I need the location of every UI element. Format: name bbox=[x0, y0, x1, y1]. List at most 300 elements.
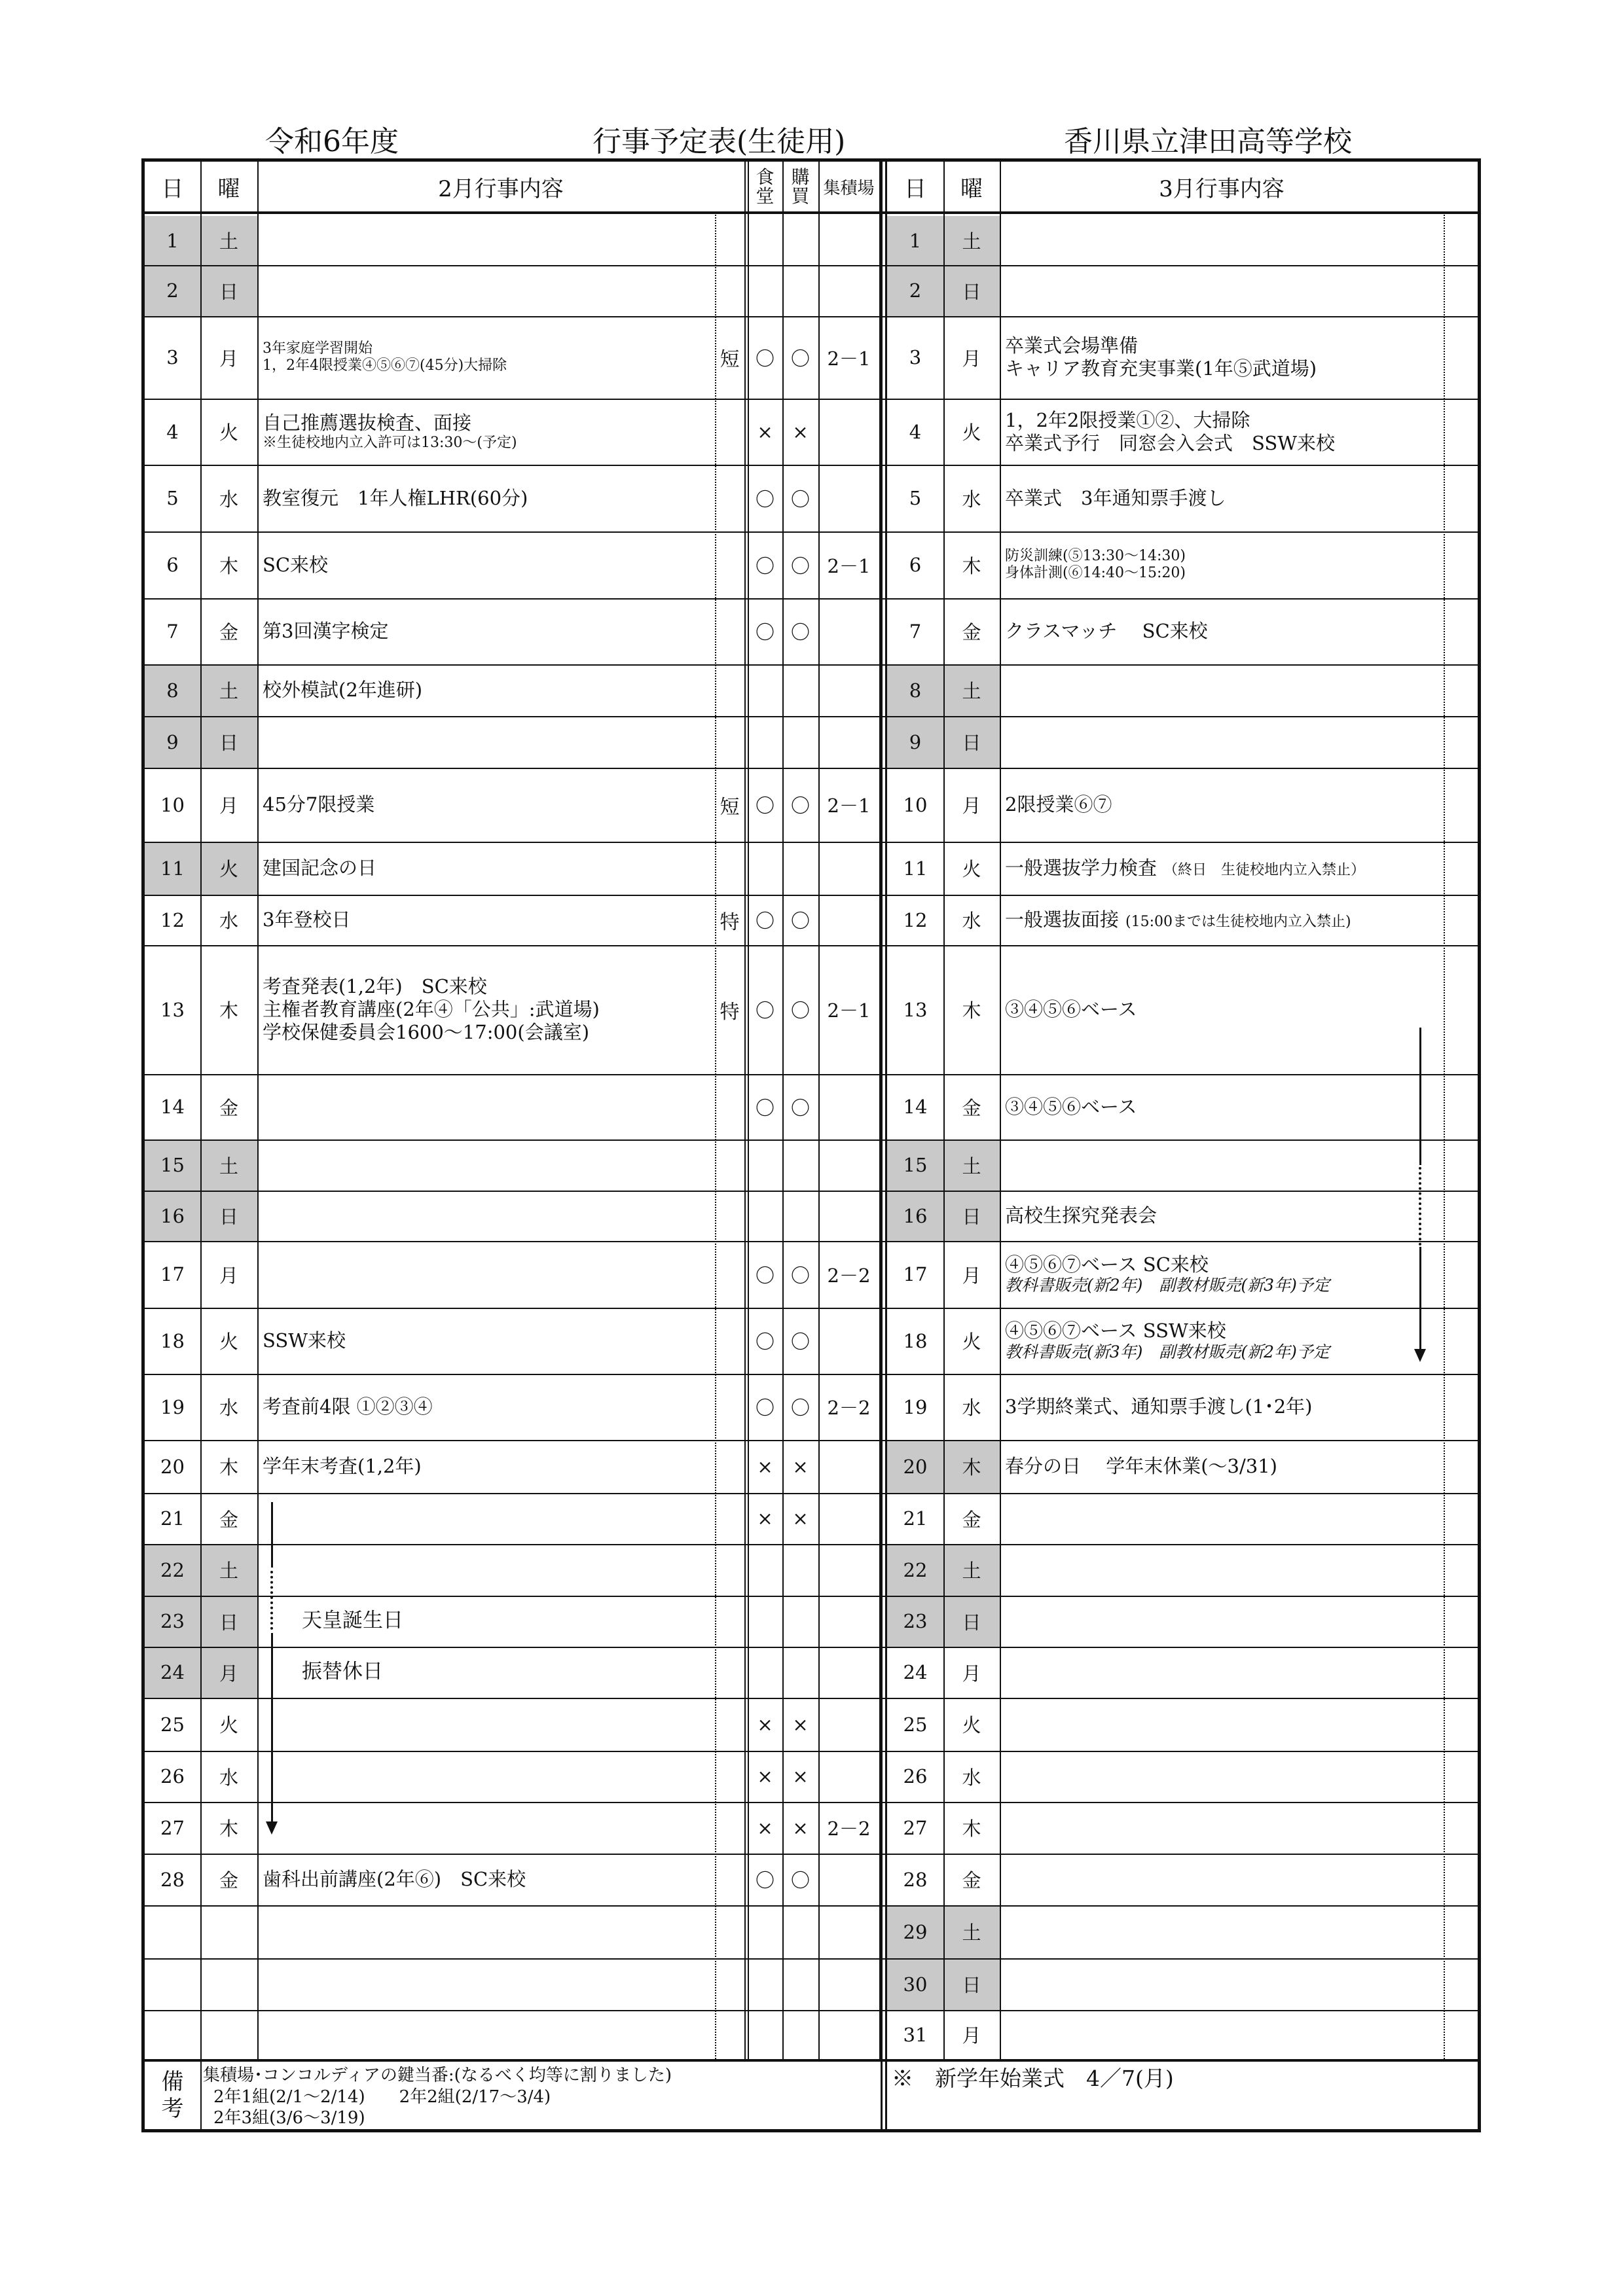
feb-weekday-cell bbox=[200, 1958, 257, 2010]
mar-event-line: 一般選抜学力検査 （終日 生徒校地内立入禁止） bbox=[1005, 857, 1366, 880]
feb-weekday-cell: 土 bbox=[219, 230, 238, 253]
feb-weekday-cell: 土 bbox=[219, 680, 238, 702]
feb-event-cell bbox=[257, 465, 715, 531]
feb-day-cell: 23 bbox=[160, 1610, 185, 1632]
feb-weekday-cell: 月 bbox=[219, 1662, 238, 1685]
collection-cell: 2－1 bbox=[827, 999, 871, 1022]
mar-day-cell: 28 bbox=[903, 1868, 928, 1891]
feb-day-cell: 26 bbox=[160, 1765, 185, 1787]
mar-day-cell: 13 bbox=[903, 998, 928, 1021]
mar-day-cell: 3 bbox=[909, 346, 922, 368]
mar-event-line: 卒業式予行 同窓会入会式 SSW来校 bbox=[1005, 431, 1336, 454]
mar-weekday-cell: 日 bbox=[962, 280, 981, 303]
mar-day-cell: 22 bbox=[903, 1558, 928, 1581]
mar-day-cell: 9 bbox=[909, 730, 922, 753]
cafeteria-cell: × bbox=[757, 1816, 773, 1839]
mar-weekday-cell: 木 bbox=[962, 1456, 981, 1479]
mar-event-cell bbox=[1000, 216, 1444, 265]
feb-weekday-cell: 月 bbox=[219, 347, 238, 370]
remarks-note-line: 2年3組(3/6～3/19) bbox=[213, 2108, 365, 2128]
mar-base-arrow-line bbox=[1419, 1247, 1421, 1352]
column-rule bbox=[744, 162, 746, 2059]
feb-event-cell bbox=[257, 1802, 715, 1854]
cafeteria-header bbox=[748, 162, 782, 211]
feb-event-cell bbox=[257, 265, 715, 316]
column-rule bbox=[818, 162, 820, 2059]
mar-event-line: 教科書販売(新3年) 副教材販売(新2年)予定 bbox=[1005, 1342, 1330, 1361]
mar-event-line: クラスマッチ SC来校 bbox=[1005, 620, 1208, 643]
mar-weekday-cell: 土 bbox=[962, 1560, 981, 1582]
collection-cell: 2－2 bbox=[827, 1818, 871, 1840]
feb-weekday-cell: 月 bbox=[219, 1264, 238, 1287]
mar-event-cell bbox=[1000, 768, 1444, 842]
feb-weekday-cell: 火 bbox=[219, 422, 238, 444]
feb-weekday-cell: 金 bbox=[219, 621, 238, 643]
feb-event-line: 天皇誕生日 bbox=[302, 1609, 403, 1633]
collection-cell: 2－1 bbox=[827, 795, 871, 817]
feb-weekday-cell: 水 bbox=[219, 910, 238, 932]
feb-event-line: 自己推薦選抜検査、面接 bbox=[263, 411, 472, 434]
mar-event-cell bbox=[1000, 2010, 1444, 2059]
mar-weekday-cell: 日 bbox=[962, 732, 981, 754]
mar-event-cell bbox=[1000, 1751, 1444, 1802]
feb-dotted-rule bbox=[715, 211, 716, 2059]
feb-event-cell bbox=[257, 716, 715, 768]
feb-weekday-header: 曜 bbox=[217, 175, 240, 202]
feb-event-cell bbox=[257, 531, 715, 598]
mar-event-cell bbox=[1000, 598, 1444, 664]
shop-cell: × bbox=[792, 1816, 809, 1839]
feb-day-cell: 7 bbox=[166, 620, 179, 643]
mar-weekday-cell: 火 bbox=[962, 1714, 981, 1736]
cafeteria-cell: × bbox=[757, 1455, 773, 1478]
feb-day-cell: 9 bbox=[166, 730, 179, 753]
shop-cell: 〇 bbox=[790, 910, 810, 932]
shop-cell: × bbox=[792, 1455, 809, 1478]
mar-day-cell: 6 bbox=[909, 554, 922, 576]
feb-day-cell: 17 bbox=[160, 1263, 185, 1285]
mar-weekday-cell: 水 bbox=[962, 1766, 981, 1789]
mar-event-cell bbox=[1000, 1905, 1444, 1958]
feb-day-cell: 13 bbox=[160, 998, 185, 1021]
feb-mark-cell: 特 bbox=[720, 910, 740, 934]
feb-event-line: 歯科出前講座(2年⑥) SC来校 bbox=[263, 1868, 526, 1891]
collection-header: 集積場 bbox=[823, 178, 875, 198]
mar-event-cell bbox=[1000, 265, 1444, 316]
mar-event-line: 一般選抜面接 (15:00までは生徒校地内立入禁止) bbox=[1005, 908, 1351, 931]
feb-weekday-cell: 水 bbox=[219, 1766, 238, 1789]
shop-cell: × bbox=[792, 420, 809, 443]
mar-event-cell bbox=[1000, 1241, 1444, 1308]
header-rule bbox=[145, 211, 1478, 214]
mar-day-cell: 8 bbox=[909, 679, 922, 702]
mar-weekday-cell: 月 bbox=[962, 1264, 981, 1287]
mar-day-cell: 4 bbox=[909, 420, 922, 443]
mar-base-arrow-dots bbox=[1419, 1167, 1421, 1246]
mar-event-note: （終日 生徒校地内立入禁止） bbox=[1163, 862, 1366, 879]
cafeteria-cell: 〇 bbox=[755, 999, 775, 1022]
feb-day-cell: 10 bbox=[160, 793, 185, 816]
mar-event-line: 身体計測(⑥14:40～15:20) bbox=[1005, 565, 1186, 581]
mar-weekday-cell: 月 bbox=[962, 1662, 981, 1685]
feb-day-cell: 16 bbox=[160, 1204, 185, 1227]
feb-event-cell bbox=[257, 1074, 715, 1139]
feb-weekday-cell: 日 bbox=[219, 1206, 238, 1228]
feb-day-cell: 28 bbox=[160, 1868, 185, 1891]
mar-day-header: 日 bbox=[904, 175, 926, 202]
mar-day-cell: 23 bbox=[903, 1610, 928, 1632]
feb-weekday-cell: 日 bbox=[219, 280, 238, 303]
remarks-note-line: 2年1組(2/1～2/14) 2年2組(2/17～3/4) bbox=[213, 2087, 551, 2107]
feb-mark-cell: 短 bbox=[720, 795, 740, 819]
mar-weekday-cell: 火 bbox=[962, 1331, 981, 1353]
mar-event-cell bbox=[1000, 1544, 1444, 1596]
mar-event-cell bbox=[1000, 1440, 1444, 1493]
feb-event-line: ※生徒校地内立入許可は13:30～(予定) bbox=[263, 434, 517, 451]
feb-event-cell bbox=[257, 1905, 715, 1958]
mar-event-cell bbox=[1000, 1596, 1444, 1647]
feb-day-cell: 3 bbox=[166, 346, 179, 368]
cafeteria-cell: 〇 bbox=[755, 1869, 775, 1892]
feb-event-cell bbox=[257, 1241, 715, 1308]
mar-day-cell: 29 bbox=[903, 1920, 928, 1943]
feb-day-cell: 12 bbox=[160, 908, 185, 931]
mar-day-cell: 19 bbox=[903, 1395, 928, 1418]
feb-weekday-cell: 火 bbox=[219, 1714, 238, 1736]
feb-event-cell bbox=[257, 1139, 715, 1191]
mar-event-line: ④⑤⑥⑦ベース SC来校 bbox=[1005, 1253, 1209, 1276]
collection-cell: 2－2 bbox=[827, 1264, 871, 1287]
mar-weekday-cell: 金 bbox=[962, 621, 981, 643]
feb-event-line: 考査前4限 ①②③④ bbox=[263, 1395, 433, 1418]
feb-day-cell: 6 bbox=[166, 554, 179, 576]
feb-event-cell bbox=[257, 1374, 715, 1440]
mar-base-arrow-line bbox=[1419, 1028, 1421, 1165]
mar-day-cell: 17 bbox=[903, 1263, 928, 1285]
feb-weekday-cell: 土 bbox=[219, 1560, 238, 1582]
feb-event-line: 建国記念の日 bbox=[263, 857, 377, 880]
feb-weekday-cell: 金 bbox=[219, 1096, 238, 1119]
mar-event-cell bbox=[1000, 945, 1444, 1074]
shop-cell: 〇 bbox=[790, 554, 810, 577]
mar-event-cell bbox=[1000, 1308, 1444, 1374]
column-rule bbox=[200, 2059, 202, 2132]
feb-day-cell: 21 bbox=[160, 1507, 185, 1530]
remarks-label bbox=[145, 2059, 200, 2132]
feb-weekday-cell bbox=[200, 1905, 257, 1958]
feb-event-cell bbox=[257, 1440, 715, 1493]
feb-event-line: 教室復元 1年人権LHR(60分) bbox=[263, 486, 528, 509]
cafeteria-cell: × bbox=[757, 1713, 773, 1736]
mar-day-cell: 16 bbox=[903, 1204, 928, 1227]
feb-weekday-cell: 金 bbox=[219, 1869, 238, 1892]
mar-weekday-cell: 日 bbox=[962, 1611, 981, 1634]
feb-event-line: 振替休日 bbox=[302, 1660, 383, 1684]
mar-weekday-cell: 日 bbox=[962, 1206, 981, 1228]
mar-event-cell bbox=[1000, 316, 1444, 399]
shop-cell: × bbox=[792, 1713, 809, 1736]
feb-event-cell bbox=[257, 2010, 715, 2059]
mar-weekday-cell: 水 bbox=[962, 910, 981, 932]
mar-weekday-cell: 金 bbox=[962, 1096, 981, 1119]
cafeteria-header-char: 堂 bbox=[756, 185, 775, 207]
mar-event-cell bbox=[1000, 842, 1444, 895]
mar-day-cell: 1 bbox=[909, 229, 922, 252]
mar-day-cell: 26 bbox=[903, 1765, 928, 1787]
feb-event-cell bbox=[257, 1647, 715, 1698]
mar-weekday-cell: 月 bbox=[962, 795, 981, 817]
mar-event-cell bbox=[1000, 895, 1444, 945]
feb-event-cell bbox=[257, 664, 715, 716]
feb-day-cell: 4 bbox=[166, 420, 179, 443]
mar-event-cell bbox=[1000, 1139, 1444, 1191]
era-title: 令和6年度 bbox=[265, 125, 399, 158]
mar-event-line: 3学期終業式、通知票手渡し(1･2年) bbox=[1005, 1395, 1313, 1418]
feb-event-cell bbox=[257, 1698, 715, 1751]
feb-day-cell: 11 bbox=[160, 857, 185, 880]
mar-day-cell: 7 bbox=[909, 620, 922, 643]
feb-weekday-cell: 木 bbox=[219, 1456, 238, 1479]
feb-event-cell bbox=[257, 399, 715, 465]
remarks-note-line: 集積場･コンコルディアの鍵当番:(なるべく均等に割りました) bbox=[203, 2066, 672, 2085]
document-title: 行事予定表(生徒用) bbox=[593, 125, 846, 158]
feb-weekday-cell: 日 bbox=[219, 732, 238, 754]
mar-event-line: 卒業式 3年通知票手渡し bbox=[1005, 486, 1226, 509]
feb-weekday-cell: 水 bbox=[219, 1397, 238, 1419]
feb-day-cell: 24 bbox=[160, 1661, 185, 1683]
feb-mark-cell: 特 bbox=[720, 1000, 740, 1024]
mar-weekday-cell: 日 bbox=[962, 1974, 981, 1996]
feb-event-cell bbox=[257, 1544, 715, 1596]
feb-event-line: 1，2年4限授業④⑤⑥⑦(45分)大掃除 bbox=[263, 357, 507, 374]
cafeteria-cell: 〇 bbox=[755, 1397, 775, 1419]
mar-event-line: 卒業式会場準備 bbox=[1005, 334, 1139, 357]
feb-event-line: 考査発表(1,2年) SC来校 bbox=[263, 975, 487, 998]
shop-cell: 〇 bbox=[790, 1264, 810, 1287]
cafeteria-cell: × bbox=[757, 1507, 773, 1530]
mar-event-line: 高校生探究発表会 bbox=[1005, 1204, 1158, 1227]
feb-weekday-cell: 月 bbox=[219, 795, 238, 817]
shop-cell: 〇 bbox=[790, 1096, 810, 1119]
mar-base-arrow-head bbox=[1414, 1349, 1426, 1362]
mar-event-cell bbox=[1000, 531, 1444, 598]
feb-exam-arrow-head bbox=[266, 1821, 278, 1835]
feb-day-cell: 18 bbox=[160, 1329, 185, 1352]
mar-event-cell bbox=[1000, 1854, 1444, 1905]
feb-event-cell bbox=[257, 768, 715, 842]
shop-cell: 〇 bbox=[790, 1869, 810, 1892]
feb-weekday-cell: 木 bbox=[219, 554, 238, 577]
remarks-label-char: 考 bbox=[161, 2096, 184, 2122]
mar-day-cell: 20 bbox=[903, 1455, 928, 1478]
mar-weekday-cell: 金 bbox=[962, 1508, 981, 1531]
feb-event-cell bbox=[257, 316, 715, 399]
mar-day-cell: 2 bbox=[909, 279, 922, 302]
mar-weekday-cell: 土 bbox=[962, 680, 981, 702]
mar-day-cell: 15 bbox=[903, 1154, 928, 1176]
mar-weekday-cell: 水 bbox=[962, 1397, 981, 1419]
shop-cell: 〇 bbox=[790, 347, 810, 370]
feb-day-cell: 8 bbox=[166, 679, 179, 702]
feb-weekday-cell: 火 bbox=[219, 1331, 238, 1353]
feb-event-line: 3年家庭学習開始 bbox=[263, 340, 373, 357]
remarks-label-char: 備 bbox=[161, 2069, 184, 2096]
feb-weekday-cell: 木 bbox=[219, 999, 238, 1022]
mar-event-cell bbox=[1000, 465, 1444, 531]
feb-event-cell bbox=[257, 945, 715, 1074]
cafeteria-cell: 〇 bbox=[755, 621, 775, 643]
cafeteria-cell: 〇 bbox=[755, 795, 775, 817]
mar-weekday-cell: 木 bbox=[962, 999, 981, 1022]
mar-day-cell: 11 bbox=[903, 857, 928, 880]
mar-weekday-header: 曜 bbox=[960, 175, 983, 202]
mar-event-cell bbox=[1000, 1074, 1444, 1139]
feb-event-cell bbox=[257, 895, 715, 945]
mar-event-line: 1，2年2限授業①②、大掃除 bbox=[1005, 408, 1250, 431]
cafeteria-cell: 〇 bbox=[755, 1331, 775, 1353]
feb-day-cell: 2 bbox=[166, 279, 179, 302]
column-rule bbox=[1478, 162, 1479, 2059]
shop-cell: × bbox=[792, 1507, 809, 1530]
mar-weekday-cell: 土 bbox=[962, 1922, 981, 1944]
mar-day-cell: 24 bbox=[903, 1661, 928, 1683]
mar-event-line: 防災訓練(⑤13:30～14:30) bbox=[1005, 547, 1186, 564]
cafeteria-cell: × bbox=[757, 1765, 773, 1787]
feb-event-line: 第3回漢字検定 bbox=[263, 620, 389, 643]
shop-cell: 〇 bbox=[790, 1331, 810, 1353]
mar-event-cell bbox=[1000, 1802, 1444, 1854]
feb-weekday-cell: 日 bbox=[219, 1611, 238, 1634]
feb-day-cell: 25 bbox=[160, 1713, 185, 1736]
mar-event-cell bbox=[1000, 716, 1444, 768]
mar-event-line: 教科書販売(新2年) 副教材販売(新3年)予定 bbox=[1005, 1276, 1330, 1295]
feb-event-line: SC来校 bbox=[263, 553, 329, 576]
feb-event-cell bbox=[257, 1854, 715, 1905]
mar-event-cell bbox=[1000, 1647, 1444, 1698]
feb-weekday-cell: 土 bbox=[219, 1155, 238, 1177]
mar-day-cell: 21 bbox=[903, 1507, 928, 1530]
feb-event-cell bbox=[257, 1958, 715, 2010]
feb-exam-arrow-dots bbox=[270, 1571, 273, 1630]
mar-event-line: ④⑤⑥⑦ベース SSW来校 bbox=[1005, 1319, 1226, 1342]
mar-day-cell: 14 bbox=[903, 1096, 928, 1118]
shop-cell: 〇 bbox=[790, 488, 810, 511]
mar-event-cell bbox=[1000, 1958, 1444, 2010]
mar-weekday-cell: 土 bbox=[962, 230, 981, 253]
feb-weekday-cell: 金 bbox=[219, 1508, 238, 1531]
feb-events-header: 2月行事内容 bbox=[438, 175, 564, 202]
cafeteria-header-char: 食 bbox=[756, 166, 775, 188]
feb-event-cell bbox=[257, 842, 715, 895]
mar-weekday-cell: 水 bbox=[962, 488, 981, 511]
feb-weekday-cell: 水 bbox=[219, 488, 238, 511]
mar-day-cell: 10 bbox=[903, 793, 928, 816]
mar-weekday-cell: 土 bbox=[962, 1155, 981, 1177]
mar-day-cell: 30 bbox=[903, 1973, 928, 1996]
mar-event-line: ③④⑤⑥ベース bbox=[1005, 1095, 1137, 1118]
mar-day-cell: 5 bbox=[909, 487, 922, 509]
feb-event-line: 3年登校日 bbox=[263, 908, 351, 931]
feb-day-cell: 14 bbox=[160, 1096, 185, 1118]
feb-event-cell bbox=[257, 216, 715, 265]
mar-weekday-cell: 火 bbox=[962, 422, 981, 444]
mar-day-cell: 12 bbox=[903, 908, 928, 931]
shop-cell: 〇 bbox=[790, 1397, 810, 1419]
mar-event-line: 2限授業⑥⑦ bbox=[1005, 793, 1112, 816]
feb-event-line: 学年末考査(1,2年) bbox=[263, 1455, 422, 1478]
feb-weekday-cell bbox=[200, 2010, 257, 2059]
collection-cell: 2－1 bbox=[827, 554, 871, 577]
feb-exam-arrow-line bbox=[271, 1633, 273, 1824]
mar-event-cell bbox=[1000, 1374, 1444, 1440]
feb-event-cell bbox=[257, 1308, 715, 1374]
month-separator bbox=[881, 162, 883, 2132]
cafeteria-cell: 〇 bbox=[755, 1096, 775, 1119]
feb-day-cell: 20 bbox=[160, 1455, 185, 1478]
shop-header-char: 買 bbox=[791, 185, 810, 207]
feb-day-cell: 1 bbox=[166, 229, 179, 252]
shop-cell: 〇 bbox=[790, 621, 810, 643]
mar-weekday-cell: 木 bbox=[962, 1818, 981, 1840]
mar-dotted-rule bbox=[1444, 211, 1445, 2059]
shop-cell: × bbox=[792, 1765, 809, 1787]
mar-weekday-cell: 月 bbox=[962, 2024, 981, 2047]
mar-weekday-cell: 木 bbox=[962, 554, 981, 577]
feb-event-cell bbox=[257, 1191, 715, 1241]
collection-cell: 2－1 bbox=[827, 347, 871, 370]
school-name: 香川県立津田高等学校 bbox=[1064, 125, 1352, 158]
feb-exam-arrow-line bbox=[271, 1502, 273, 1568]
feb-event-cell bbox=[257, 1493, 715, 1544]
mar-event-cell bbox=[1000, 399, 1444, 465]
mar-weekday-cell: 火 bbox=[962, 858, 981, 880]
schedule-table bbox=[141, 158, 1481, 2132]
shop-cell: 〇 bbox=[790, 795, 810, 817]
feb-event-line: 主権者教育講座(2年④「公共」:武道場) bbox=[263, 998, 600, 1021]
remarks-rule bbox=[145, 2059, 1478, 2062]
cafeteria-cell: 〇 bbox=[755, 910, 775, 932]
collection-cell: 2－2 bbox=[827, 1397, 871, 1419]
shop-cell: 〇 bbox=[790, 999, 810, 1022]
feb-day-header: 日 bbox=[161, 175, 184, 202]
feb-day-cell bbox=[145, 2010, 200, 2059]
remarks-right-note: ※ 新学年始業式 4／7(月) bbox=[892, 2066, 1174, 2091]
mar-day-cell: 25 bbox=[903, 1713, 928, 1736]
mar-event-cell bbox=[1000, 1493, 1444, 1544]
remarks-left-notes bbox=[203, 2065, 672, 2129]
mar-weekday-cell: 金 bbox=[962, 1869, 981, 1892]
cafeteria-cell: × bbox=[757, 420, 773, 443]
mar-day-cell: 18 bbox=[903, 1329, 928, 1352]
feb-day-cell bbox=[145, 1958, 200, 2010]
feb-event-cell bbox=[257, 598, 715, 664]
feb-event-cell bbox=[257, 1596, 715, 1647]
mar-day-cell: 27 bbox=[903, 1816, 928, 1839]
mar-day-cell: 31 bbox=[903, 2023, 928, 2046]
mar-weekday-cell: 月 bbox=[962, 347, 981, 370]
feb-event-cell bbox=[257, 1751, 715, 1802]
mar-events-header: 3月行事内容 bbox=[1159, 175, 1285, 202]
mar-event-line: ③④⑤⑥ベース bbox=[1005, 998, 1137, 1021]
feb-event-line: 45分7限授業 bbox=[263, 793, 375, 816]
feb-weekday-cell: 火 bbox=[219, 858, 238, 880]
feb-weekday-cell: 木 bbox=[219, 1818, 238, 1840]
feb-event-line: 校外模試(2年進研) bbox=[263, 679, 423, 702]
feb-event-line: 学校保健委員会1600～17:00(会議室) bbox=[263, 1020, 590, 1043]
mar-event-cell bbox=[1000, 664, 1444, 716]
cafeteria-cell: 〇 bbox=[755, 1264, 775, 1287]
cafeteria-cell: 〇 bbox=[755, 554, 775, 577]
